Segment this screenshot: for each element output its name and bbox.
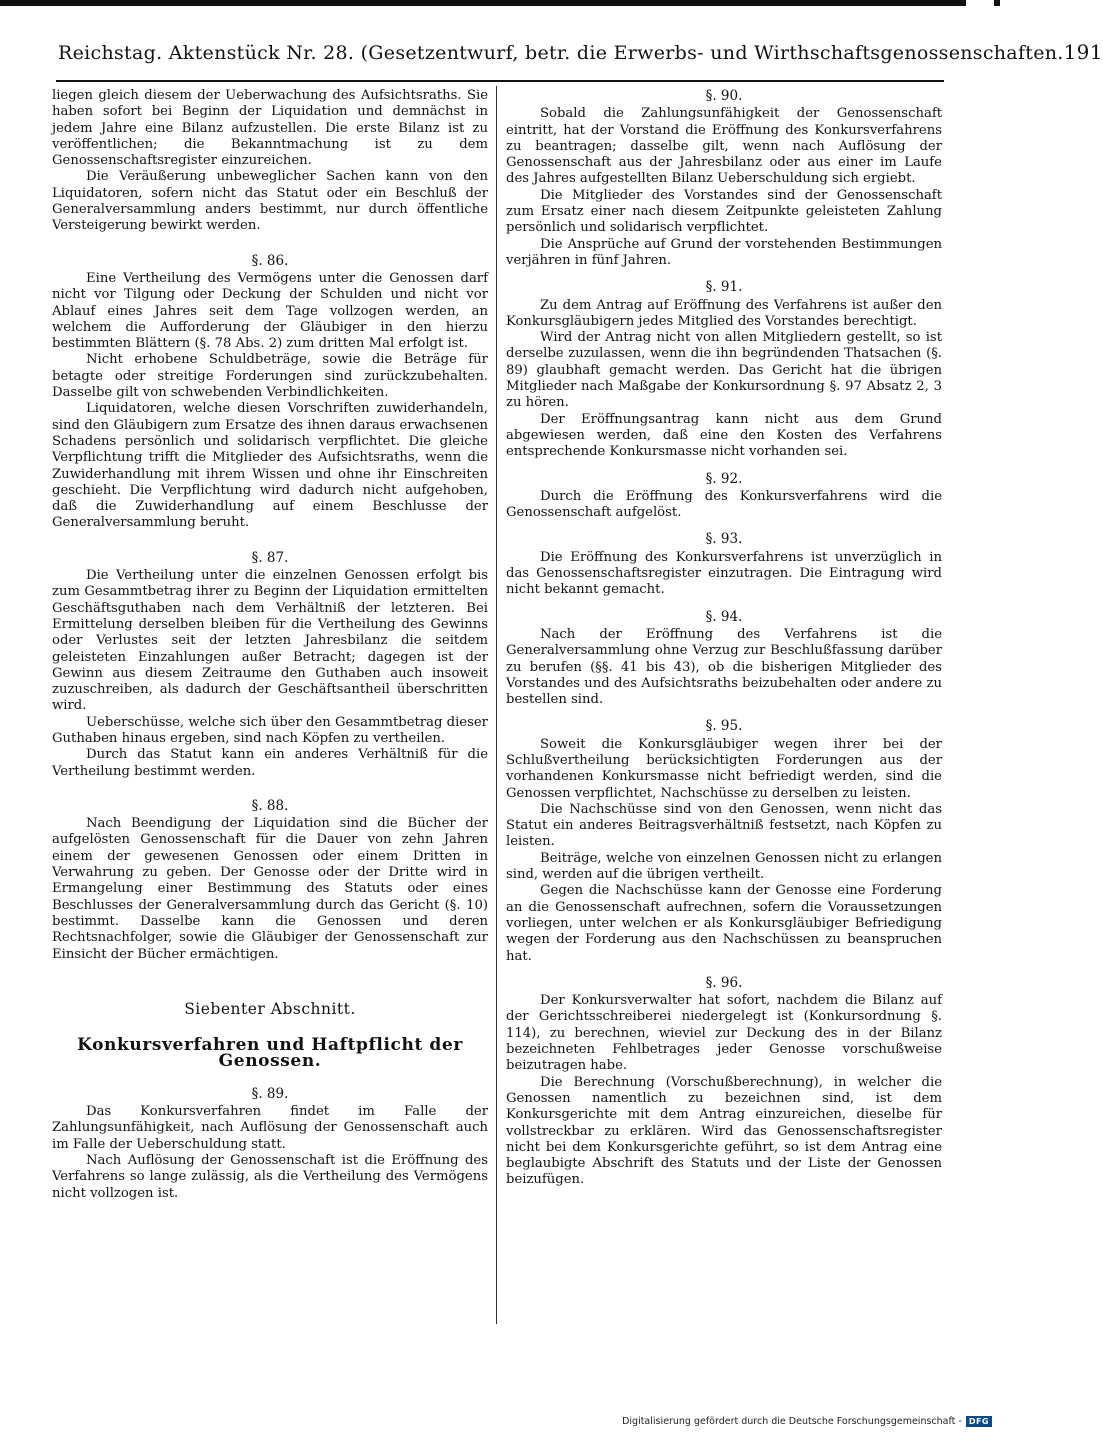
paragraph: Zu dem Antrag auf Eröffnung des Verfahrens ist außer den Konkursgläubigern jedes Mitglied des Vorstandes berechtigt. [506, 297, 942, 329]
paragraph: Durch das Statut kann ein anderes Verhältniß für die Vertheilung bestimmt werden. [52, 747, 488, 779]
left-column [52, 88, 488, 1202]
paragraph: Die Veräußerung unbeweglicher Sachen kann von den Liquidatoren, sofern nicht das Statut oder ein Beschluß der Generalversammlung anders bestimmt, nur durch öffentliche Versteigerung bewirkt werden. [52, 169, 488, 234]
footer-text: Digitalisierung gefördert durch die Deutsche Forschungsgemeinschaft - [622, 1416, 962, 1427]
page-header [58, 40, 1103, 76]
top-border [0, 0, 1000, 6]
paragraph: Der Eröffnungsantrag kann nicht aus dem Grund abgewiesen werden, daß eine den Kosten des Verfahrens entsprechende Konkursmasse nicht vorhanden sei. [506, 411, 942, 460]
section-heading-87: §. 87. [251, 549, 289, 566]
paragraph: liegen gleich diesem der Ueberwachung des Aufsichtsraths. Sie haben sofort bei Beginn der Liquidation und demnächst in jedem Jahre eine Bilanz aufzustellen. Die erste Bilanz ist zu veröffentlichen; die Bekanntmachung ist zu dem Genossenschaftsregister einzureichen. [52, 88, 488, 169]
paragraph: Die Nachschüsse sind von den Genossen, wenn nicht das Statut ein anderes Beitragsverhältniß festsetzt, nach Köpfen zu leisten. [506, 801, 942, 850]
page-number: 191 [1063, 40, 1103, 64]
paragraph: Eine Vertheilung des Vermögens unter die Genossen darf nicht vor Tilgung oder Deckung der Schulden und nicht vor Ablauf eines Jahres seit dem Tage vollzogen werden, an welchem die Aufforderung der Gläubiger in den hierzu bestimmten Blättern (§. 78 Abs. 2) zum dritten Mal erfolgt ist. [52, 270, 488, 352]
paragraph: Der Konkursverwalter hat sofort, nachdem die Bilanz auf der Gerichtsschreiberei niedergelegt ist (Konkursordnung §. 114), zu berechnen, wieviel zur Deckung des in der Bilanz bezeichneten Fehlbetrages jeder Genosse vorschußweise beizutragen habe. [506, 993, 942, 1074]
paragraph: Sobald die Zahlungsunfähigkeit der Genossenschaft eintritt, hat der Vorstand die Eröffnung des Konkursverfahrens zu beantragen; dasselbe gilt, wenn nach Auflösung der Genossenschaft aus der Jahresbilanz oder aus einer im Laufe des Jahres aufgestellten Bilanz Ueberschuldung sich ergiebt. [506, 106, 942, 187]
paragraph: Nach Auflösung der Genossenschaft ist die Eröffnung des Verfahrens so lange zulässig, als die Vertheilung des Vermögens nicht vollzogen ist. [52, 1152, 488, 1201]
paragraph: Die Eröffnung des Konkursverfahrens ist unverzüglich in das Genossenschaftsregister einzutragen. Die Eintragung wird nicht bekannt gemacht. [506, 549, 942, 598]
paragraph: Nach der Eröffnung des Verfahrens ist die Generalversammlung ohne Verzug zur Beschlußfassung darüber zu berufen (§§. 41 bis 43), ob die bisherigen Mitglieder des Vorstandes und des Aufsichtsraths beizubehalten oder andere zu bestellen sind. [506, 626, 942, 708]
section-heading-96: §. 96. [705, 974, 743, 991]
paragraph: Beiträge, welche von einzelnen Genossen nicht zu erlangen sind, werden auf die übrigen vertheilt. [506, 850, 942, 883]
paragraph: Das Konkursverfahren findet im Falle der Zahlungsunfähigkeit, nach Auflösung der Genossenschaft auch im Falle der Ueberschuldung statt. [52, 1104, 488, 1152]
section-heading-89: §. 89. [251, 1085, 289, 1102]
paragraph: Gegen die Nachschüsse kann der Genosse eine Forderung an die Genossenschaft aufrechnen, sofern die Voraussetzungen vorliegen, unter welchen er als Konkursgläubiger Befriedigung wegen der Forderung aus den Nachschüssen zu beanspruchen hat. [506, 883, 942, 964]
section-heading-93: §. 93. [705, 531, 743, 548]
paragraph: Ueberschüsse, welche sich über den Gesammtbetrag dieser Guthaben hinaus ergeben, sind nach Köpfen zu vertheilen. [52, 714, 488, 746]
paragraph: Die Berechnung (Vorschußberechnung), in welcher die Genossen namentlich zu bezeichnen sind, ist dem Konkursgerichte mit dem Antrag einzureichen, dieselbe für vollstreckbar zu erklären. Wird das Genossenschaftsregister nicht bei dem Konkursgerichte geführt, so ist dem Antrag eine beglaubigte Abschrift des Statuts und der Liste der Genossen beizufügen. [506, 1074, 942, 1188]
chapter-heading: Konkursverfahren und Haftpflicht der Genossen. [77, 1035, 463, 1072]
paragraph: Nicht erhobene Schuldbeträge, sowie die Beträge für betagte oder streitige Forderungen sind zurückzubehalten. Dasselbe gilt von schwebenden Verbindlichkeiten. [52, 352, 488, 401]
paragraph: Die Ansprüche auf Grund der vorstehenden Bestimmungen verjähren in fünf Jahren. [506, 236, 942, 268]
top-border-gap [966, 0, 994, 8]
section-heading-92: §. 92. [705, 470, 743, 487]
paragraph: Wird der Antrag nicht von allen Mitgliedern gestellt, so ist derselbe zuzulassen, wenn die ihn begründenden Thatsachen (§. 89) glaubhaft gemacht werden. Das Gericht hat die übrigen Mitglieder nach Maßgabe der Konkursordnung §. 97 Absatz 2, 3 zu hören. [506, 330, 942, 411]
paragraph: Nach Beendigung der Liquidation sind die Bücher der aufgelösten Genossenschaft für die Dauer von zehn Jahren einem der gewesenen Genossen oder einem Dritten in Verwahrung zu geben. Der Genosse oder der Dritte wird in Ermangelung einer Bestimmung des Statuts oder eines Beschlusses der Generalversammlung durch das Gericht (§. 10) bestimmt. Dasselbe kann die Genossen und deren Rechtsnachfolger, sowie die Gläubiger der Genossenschaft zur Einsicht der Bücher ermächtigen. [52, 816, 488, 962]
column-divider [496, 86, 497, 1324]
paragraph: Soweit die Konkursgläubiger wegen ihrer bei der Schlußvertheilung berücksichtigten Forderungen aus der vorhandenen Konkursmasse nicht befriedigt werden, sind die Genossen verpflichtet, Nachschüsse zu derselben zu leisten. [506, 736, 942, 801]
section-heading-91: §. 91. [705, 279, 743, 296]
dfg-logo: DFG [966, 1416, 992, 1427]
section-heading-90: §. 90. [705, 88, 743, 104]
paragraph: Die Vertheilung unter die einzelnen Genossen erfolgt bis zum Gesammtbetrag ihrer zu Beginn der Liquidation ermittelten Geschäftsguthaben nach dem Verhältniß der letzteren. Bei Ermittelung derselben bleiben für die Vertheilung des Gewinns oder Verlustes seit der letzten Jahresbilanz die seitdem geleisteten Einzahlungen außer Betracht; dagegen ist der Gewinn aus diesem Zeitraume den Guthaben auch insoweit zuzuschreiben, als dadurch der Geschäftsantheil überschritten wird. [52, 568, 488, 714]
paragraph: Liquidatoren, welche diesen Vorschriften zuwiderhandeln, sind den Gläubigern zum Ersatze des ihnen daraus erwachsenen Schadens persönlich und solidarisch verpflichtet. Die gleiche Verpflichtung trifft die Mitglieder des Aufsichtsraths, wenn die Zuwiderhandlung mit ihrem Wissen und ohne ihr Einschreiten geschieht. Die Verpflichtung wird dadurch nicht aufgehoben, daß die Zuwiderhandlung auf einem Beschlusse der Generalversammlung beruht. [52, 401, 488, 531]
paragraph: Die Mitglieder des Vorstandes sind der Genossenschaft zum Ersatz einer nach diesem Zeitpunkte geleisteten Zahlung persönlich und solidarisch verpflichtet. [506, 187, 942, 236]
right-column [506, 88, 942, 1189]
chapter-title: Siebenter Abschnitt. [184, 999, 356, 1018]
section-heading-88: §. 88. [251, 797, 289, 814]
paragraph: Durch die Eröffnung des Konkursverfahrens wird die Genossenschaft aufgelöst. [506, 488, 942, 521]
footer [622, 1416, 992, 1427]
section-heading-94: §. 94. [705, 608, 743, 625]
header-rule [56, 80, 944, 82]
section-heading-86: §. 86. [251, 252, 289, 269]
running-title: Reichstag. Aktenstück Nr. 28. (Gesetzentwurf, betr. die Erwerbs- und Wirthschaftsgenossenschaften. [58, 42, 1064, 64]
section-heading-95: §. 95. [705, 718, 743, 735]
